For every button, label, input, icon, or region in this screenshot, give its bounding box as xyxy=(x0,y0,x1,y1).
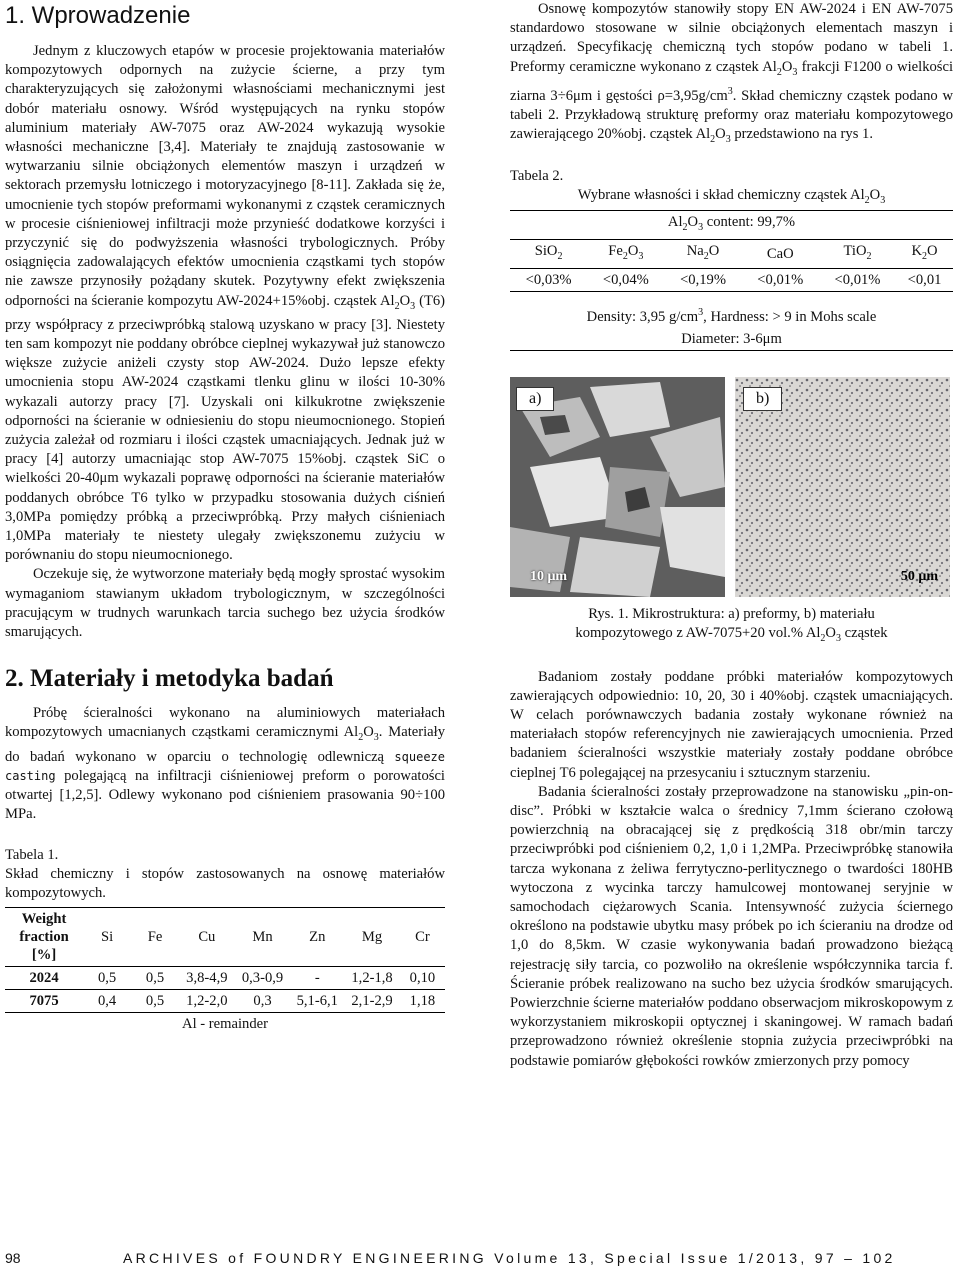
right-column xyxy=(510,0,953,1071)
table-2-content: $Al_2O_3$ content: 99,7% xyxy=(510,211,953,240)
table-1-header: Cu xyxy=(179,908,235,967)
table-2-diameter: Diameter: 3-6μm xyxy=(510,328,953,351)
table-2-density: Density: 3,95 $g/cm^3$, Hardness: > 9 in Mohs scale xyxy=(586,306,877,325)
table-cell: 0,3-0,9 xyxy=(235,967,291,990)
table-cell: 0,4 xyxy=(83,990,131,1013)
table-cell: <0,19% xyxy=(664,268,741,291)
table-row xyxy=(5,967,445,990)
table-1-header: Mg xyxy=(344,908,400,967)
table-2-header: SiO$_2$ xyxy=(510,239,587,268)
table-1-header: Cr xyxy=(400,908,445,967)
figure-1 xyxy=(510,377,953,597)
table-row xyxy=(510,268,953,291)
table-2-header: $K_2O$ xyxy=(896,239,953,268)
intro-paragraph-2: Oczekuje się, że wytworzone materiały będą mogły sprostać wysokim wymaganiom stawianym układom trybologicznym, w szczególności pracującym w trudnych warunkach tarcia suchego bez użycia środków smarujących. xyxy=(5,566,445,640)
table-cell: 0,5 xyxy=(131,967,179,990)
table-1-header: Zn xyxy=(290,908,344,967)
table-1-header: Fe xyxy=(131,908,179,967)
figure-label-a: a) xyxy=(516,387,554,411)
table-2-header: $Fe_2O_3$ xyxy=(587,239,664,268)
table-1-label: Tabela 1. xyxy=(5,847,59,864)
table-cell: 1,18 xyxy=(400,990,445,1013)
table-1-header: Mn xyxy=(235,908,291,967)
table-cell: <0,01% xyxy=(742,268,819,291)
table-1-header-weight: Weight fraction [%] xyxy=(5,908,83,967)
table-cell: 2024 xyxy=(5,967,83,990)
figure-label-b: b) xyxy=(743,387,782,411)
table-cell: 3,8-4,9 xyxy=(179,967,235,990)
table-cell: 0,5 xyxy=(131,990,179,1013)
table-cell: 0,3 xyxy=(235,990,291,1013)
page-number: 98 xyxy=(5,1250,21,1266)
table-cell: <0,01 xyxy=(896,268,953,291)
intro-paragraph-1: Jednym z kluczowych etapów w procesie projektowania materiałów kompozytowych odpornych na zużycie ścierne, a przy tym charakteryzujących się założonymi własnościami mechanicznymi jest dobór materiału osnowy. Wśród występujących na rynku stopów aluminium materiały AW-7075 oraz AW-2024 wykazują wysokie własności mechaniczne [3,4]. Materiały te znajdują zastosowanie w wytwarzaniu silnie obciążonych elementów maszyn i urządzeń w sektorach przemysłu lotniczego i motoryzacyjnego [8-11]. Zakłada się że, umocnienie tych stopów preformami wykonanymi z cząstek ceramicznych w procesie ciśnieniowej infiltracji może przynieść dodatkowe korzyści i przyczynić się do podwyższenia własności trybologicznych. Próby osiągnięcia zadowalających efektów umocnienia cząstkami tych stopów nie zawsze przynosiły pożądany skutek. Pozytywny efekt zwiększenia odporności na ścieranie kompozytu AW-2024+15%obj. cząstek $Al_2O_3$ (T6) przy współpracy z przeciwpróbką stalową uzyskano w pracy [3]. Niestety ten sam kompozyt nie poddany obróbce cieplnej wykazywał już stanowczo większe zużycie aniżeli czysty stop AW-2024. Dużo lepsze efekty umocnienia stopu AW-2024 cząstkami tlenku glinu w ilości 10-30% wykazali autorzy pracy [7]. Uzyskali oni kilkukrotne zwiększenie odporności na ścieranie w odniesieniu do stopu nieumocnionego. Stopień zużycia zależał od rozmiaru i ilości cząstek umacniających. Jednak już w pracy [4] autorzy umacniając stop AW-7075 15%obj. cząstek SiC o wielkości 20-40μm wykazali poprawę odporności na ścieranie materiałów poddanych obróbce T6 tylko w przypadku stosowania dużych ciśnień 3,0MPa pomiędzy próbką a przeciwpróbką. Przy małych ciśnieniach 1,0MPa materiały te niestety ulegały zwiększonemu zużyciu w porównaniu do stopu nieumocnionego. xyxy=(5,43,446,564)
table-cell: 1,2-1,8 xyxy=(344,967,400,990)
table-1-caption: Skład chemiczny i stopów zastosowanych na osnowę materiałów kompozytowych. xyxy=(5,866,445,902)
table-cell: 5,1-6,1 xyxy=(290,990,344,1013)
table-2-label: Tabela 2. xyxy=(510,168,564,185)
table-2-caption: Wybrane własności i skład chemiczny cząstek $Al_2O_3$ xyxy=(577,187,886,206)
section-heading-1: 1. Wprowadzenie xyxy=(5,2,191,29)
table-cell: 2,1-2,9 xyxy=(344,990,400,1013)
samples-paragraph: Badaniom zostały poddane próbki materiałów kompozytowych zawierających odpowiednio: 10, 20, 30 i 40%obj. cząstek umacniających. W celach porównawczych badania zostały wykonane również na materiałach stopów referencyjnych nie zawierających umocnienia. Przed badaniem ścieralności wszystkie materiały zostały poddane obróbce cieplnej T6 polegającej na przesycaniu i sztucznym starzeniu. xyxy=(510,668,953,781)
table-cell: 7075 xyxy=(5,990,83,1013)
table-cell: <0,01% xyxy=(819,268,896,291)
scale-bar-a: 10 μm xyxy=(530,568,568,584)
figure-1-caption-line-1: Rys. 1. Mikrostruktura: a) preformy, b) materiału xyxy=(588,605,875,622)
micrograph-preform xyxy=(510,377,725,597)
testing-paragraph: Badania ścieralności zostały przeprowadzone na stanowisku „pin-on-disc”. Próbki w kształcie walca o średnicy 7,1mm ścierano czołową powierzchnią na obracającej się z prędkością 318 obr/min tarczy przeciwpróbki pod ciśnieniem 0,2, 1,0 i 1,2MPa. Przeciwpróbkę stanowiła tarcza wykonana z żeliwa ferrytyczno-perlitycznego o twardości 180HB wytoczona z wycinka tarczy hamulcowej montowanej seryjnie w samochodach ciężarowych Scania. Intensywność zużycia ściernego określono na podstawie ubytku masy próbek po ich ścieraniu na drodze od 1,0 do 8,5km. W czasie wykonywania badań prowadzono bieżącą rejestrację siły tarcia, co pozwoliło na określenie współczynnika tarcia f. Ścieranie próbek realizowano na sucho bez użycia środków smarujących. Powierzchnie ścierne materiałów poddano obserwacjom mikroskopowym z wykorzystaniem mikroskopii optycznej i skaningowej. W ramach badań przeprowadzono również określenie stopnia zużycia przeciwpróbki na podstawie pomiarów głębokości rowków zmierzonych przy pomocy xyxy=(510,783,953,1069)
table-2-header: CaO xyxy=(742,239,819,268)
table-2 xyxy=(510,210,953,351)
table-1-header: Si xyxy=(83,908,131,967)
table-cell: 0,10 xyxy=(400,967,445,990)
table-2-header: TiO$_2$ xyxy=(819,239,896,268)
table-cell: <0,03% xyxy=(510,268,587,291)
table-row xyxy=(510,239,953,268)
table-cell: <0,04% xyxy=(587,268,664,291)
table-1-footer: Al - remainder xyxy=(182,1016,268,1033)
micrograph-composite xyxy=(735,377,950,597)
scale-bar-b: 50 μm xyxy=(900,568,938,584)
table-cell: 1,2-2,0 xyxy=(179,990,235,1013)
table-cell: - xyxy=(290,967,344,990)
journal-reference: ARCHIVES of FOUNDRY ENGINEERING Volume 13, Special Issue 1/2013, 97 – 102 xyxy=(123,1250,896,1266)
matrix-paragraph: Osnowę kompozytów stanowiły stopy EN AW-2024 i EN AW-7075 standardowo stosowane w silnie obciążonych elementach maszyn i urządzeń. Specyfikację chemiczną tych stopów podano w tabeli 1. Preformy ceramiczne wykonano z cząstek $Al_2O_3$ frakcji F1200 o wielkości ziarna 3÷6μm i gęstości $\rho=3,95g/cm^3$. Skład chemiczny cząstek podano w tabeli 2. Przykładową strukturę preformy oraz materiału kompozytowego zawierającego 20%obj. cząstek $Al_2O_3$ przedstawiono na rys 1. xyxy=(510,1,954,145)
table-2-header: $Na_2O$ xyxy=(664,239,741,268)
table-row xyxy=(5,990,445,1013)
figure-1-caption-line-2: kompozytowego z AW-7075+20 vol.% $Al_2O_3$ cząstek xyxy=(575,624,888,644)
section-heading-2: 2. Materiały i metodyka badań xyxy=(5,665,334,693)
table-1 xyxy=(5,907,445,1035)
methods-paragraph-1: Próbę ścieralności wykonano na aluminiowych materiałach kompozytowych umacnianych cząstkami ceramicznymi $Al_2O_3$. Materiały do badań wykonano w oparciu o technologię odlewniczą squeeze casting polegającą na infiltracji ciśnieniowej preform o porowatości otwartej [1,2,5]. Odlewy wykonano pod ciśnieniem prasowania 90÷100 MPa. xyxy=(5,705,446,823)
table-cell: 0,5 xyxy=(83,967,131,990)
left-column xyxy=(5,0,445,1035)
